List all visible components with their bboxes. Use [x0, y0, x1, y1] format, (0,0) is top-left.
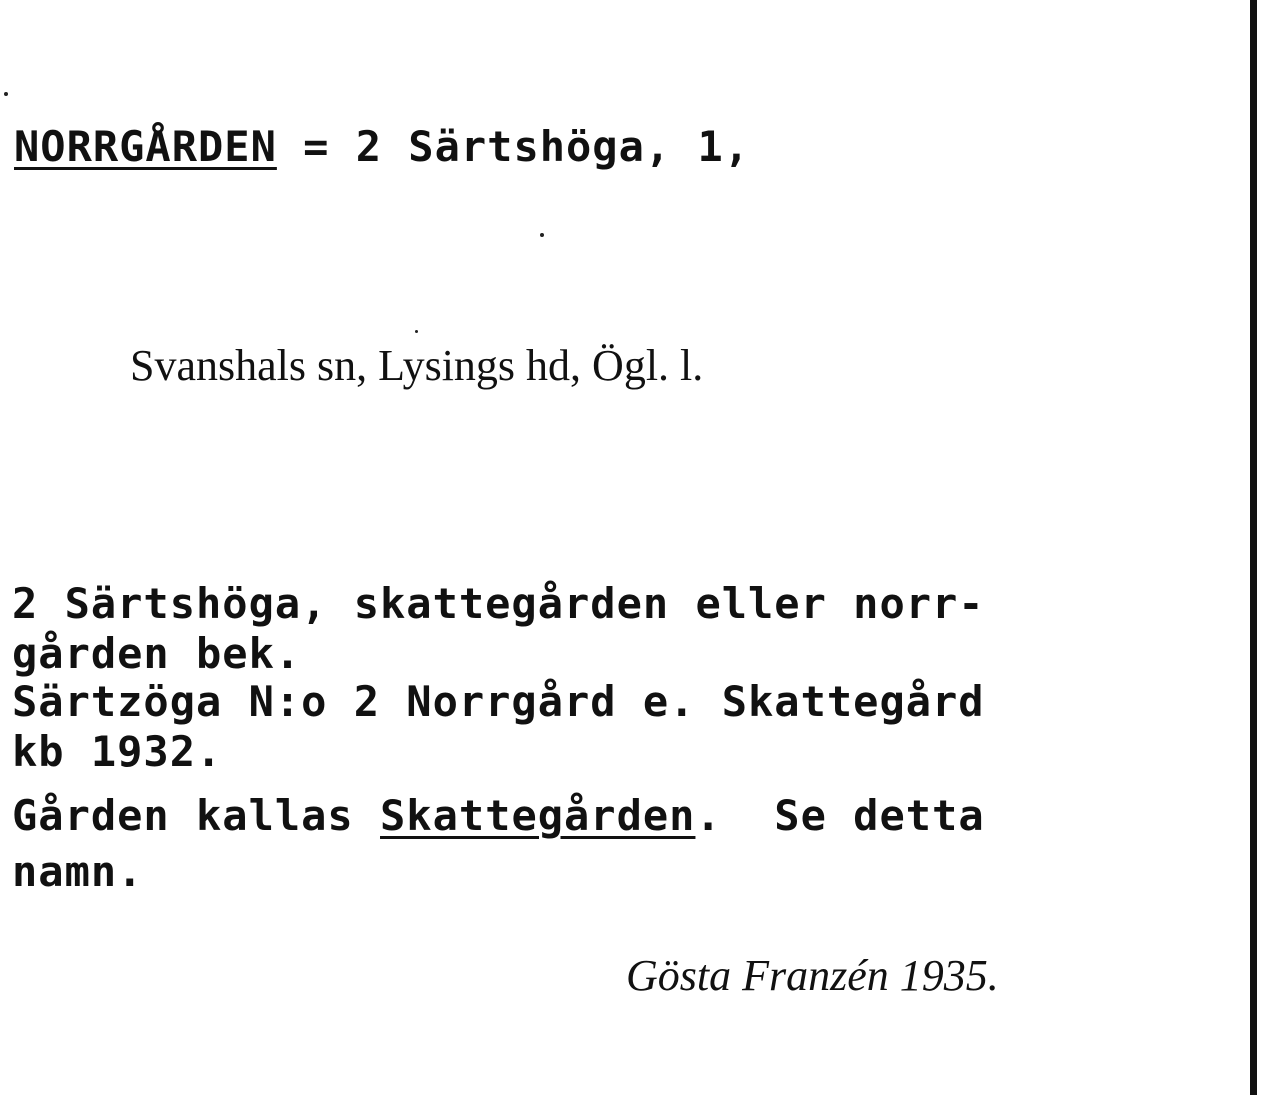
heading-reference: = 2 Särtshöga, 1,: [276, 122, 751, 171]
note-line: [12, 790, 985, 842]
ink-speck: [4, 92, 8, 96]
heading-name: NORRGÅRDEN: [14, 122, 277, 171]
note-line: namn.: [12, 847, 144, 896]
note-suffix: . Se detta: [695, 791, 985, 840]
cross-reference: Skattegården: [380, 791, 696, 840]
location-line: Svanshals sn, Lysings hd, Ögl. l.: [130, 341, 704, 390]
ink-speck: [540, 233, 544, 237]
body-line: 2 Särtshöga, skattegården eller norr-: [12, 579, 985, 628]
body-line: kb 1932.: [12, 727, 223, 776]
card-edge-border: [1250, 0, 1257, 1095]
ink-speck: [415, 330, 418, 333]
note-prefix: Gården kallas: [12, 791, 381, 840]
card-heading: [14, 122, 750, 171]
signature: Gösta Franzén 1935.: [626, 951, 999, 1000]
body-line: gården bek.: [12, 629, 302, 678]
body-line: Särtzöga N:o 2 Norrgård e. Skattegård: [12, 677, 985, 726]
